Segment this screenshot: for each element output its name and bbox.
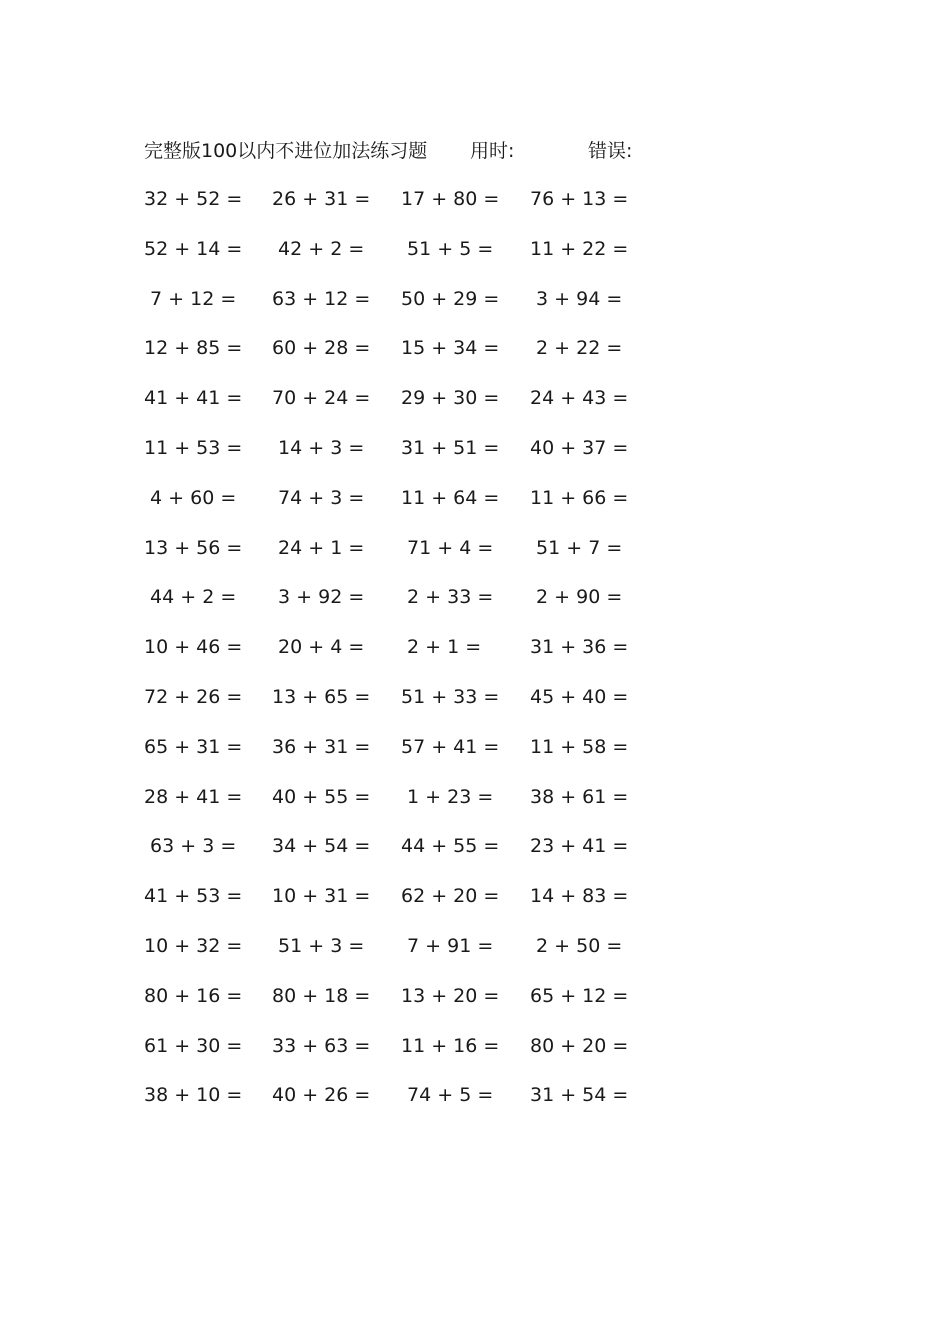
problem: 40 + 26 = (272, 1084, 371, 1107)
problem-row (0, 830, 950, 880)
problem-row (0, 581, 950, 631)
problem-row (0, 382, 950, 432)
problem: 34 + 54 = (272, 835, 371, 858)
problem: 31 + 36 = (530, 636, 629, 659)
problem: 2 + 90 = (530, 586, 623, 609)
problem: 24 + 43 = (530, 387, 629, 410)
problem: 11 + 66 = (530, 486, 629, 509)
problem: 50 + 29 = (401, 287, 500, 310)
problem-grid (0, 183, 950, 1129)
problem-row (0, 681, 950, 731)
problem: 12 + 85 = (144, 337, 243, 360)
problem-row (0, 233, 950, 283)
problem: 20 + 4 = (272, 636, 365, 659)
worksheet-header (144, 136, 633, 166)
problem: 32 + 52 = (144, 188, 243, 210)
problem: 36 + 31 = (272, 735, 371, 758)
problem: 40 + 37 = (530, 436, 629, 459)
problem: 11 + 58 = (530, 735, 629, 758)
problem: 74 + 5 = (401, 1084, 494, 1107)
problem-row (0, 432, 950, 482)
time-used-label: 用时: (470, 140, 515, 162)
problem: 72 + 26 = (144, 685, 243, 708)
problem: 76 + 13 = (530, 188, 629, 210)
problem: 74 + 3 = (272, 486, 365, 509)
problem: 60 + 28 = (272, 337, 371, 360)
problem-row (0, 532, 950, 582)
problem: 51 + 3 = (272, 934, 365, 957)
problem: 45 + 40 = (530, 685, 629, 708)
problem: 11 + 64 = (401, 486, 500, 509)
problem-row (0, 631, 950, 681)
problem: 61 + 30 = (144, 1034, 243, 1057)
problem: 13 + 56 = (144, 536, 243, 559)
problem: 11 + 22 = (530, 237, 629, 260)
problem: 1 + 23 = (401, 785, 494, 808)
problem: 4 + 60 = (144, 486, 237, 509)
problem: 51 + 7 = (530, 536, 623, 559)
problem: 38 + 10 = (144, 1084, 243, 1107)
problem: 15 + 34 = (401, 337, 500, 360)
problem: 44 + 55 = (401, 835, 500, 858)
problem: 70 + 24 = (272, 387, 371, 410)
problem-row (0, 731, 950, 781)
problem: 11 + 53 = (144, 436, 243, 459)
problem: 62 + 20 = (401, 885, 500, 908)
problem: 52 + 14 = (144, 237, 243, 260)
problem-row (0, 1079, 950, 1129)
problem-row (0, 183, 950, 233)
problem-row (0, 283, 950, 333)
problem: 17 + 80 = (401, 188, 500, 210)
problem: 63 + 3 = (144, 835, 237, 858)
problem-row (0, 880, 950, 930)
problem: 41 + 53 = (144, 885, 243, 908)
problem: 57 + 41 = (401, 735, 500, 758)
problem: 51 + 5 = (401, 237, 494, 260)
problem: 23 + 41 = (530, 835, 629, 858)
problem-row (0, 980, 950, 1030)
problem: 10 + 32 = (144, 934, 243, 957)
problem: 7 + 91 = (401, 934, 494, 957)
problem: 11 + 16 = (401, 1034, 500, 1057)
problem: 38 + 61 = (530, 785, 629, 808)
problem: 80 + 20 = (530, 1034, 629, 1057)
problem: 51 + 33 = (401, 685, 500, 708)
problem: 80 + 16 = (144, 984, 243, 1007)
problem-row (0, 930, 950, 980)
problem: 41 + 41 = (144, 387, 243, 410)
problem: 31 + 51 = (401, 436, 500, 459)
problem: 3 + 94 = (530, 287, 623, 310)
problem-row (0, 482, 950, 532)
problem: 14 + 83 = (530, 885, 629, 908)
problem: 29 + 30 = (401, 387, 500, 410)
problem: 26 + 31 = (272, 188, 371, 210)
problem: 33 + 63 = (272, 1034, 371, 1057)
problem: 40 + 55 = (272, 785, 371, 808)
problem: 7 + 12 = (144, 287, 237, 310)
problem: 65 + 31 = (144, 735, 243, 758)
problem: 14 + 3 = (272, 436, 365, 459)
problem: 65 + 12 = (530, 984, 629, 1007)
problem: 63 + 12 = (272, 287, 371, 310)
problem: 80 + 18 = (272, 984, 371, 1007)
problem: 2 + 50 = (530, 934, 623, 957)
problem: 10 + 46 = (144, 636, 243, 659)
problem: 44 + 2 = (144, 586, 237, 609)
problem: 31 + 54 = (530, 1084, 629, 1107)
problem: 13 + 65 = (272, 685, 371, 708)
problem-row (0, 1030, 950, 1080)
problem-row (0, 332, 950, 382)
problem: 24 + 1 = (272, 536, 365, 559)
problem: 71 + 4 = (401, 536, 494, 559)
problem: 2 + 22 = (530, 337, 623, 360)
problem: 2 + 33 = (401, 586, 494, 609)
errors-label: 错误: (588, 140, 633, 162)
problem: 28 + 41 = (144, 785, 243, 808)
problem: 2 + 1 = (401, 636, 482, 659)
problem: 42 + 2 = (272, 237, 365, 260)
problem: 10 + 31 = (272, 885, 371, 908)
problem: 13 + 20 = (401, 984, 500, 1007)
worksheet-title: 完整版100以内不进位加法练习题 (144, 140, 428, 162)
problem-row (0, 781, 950, 831)
problem: 3 + 92 = (272, 586, 365, 609)
